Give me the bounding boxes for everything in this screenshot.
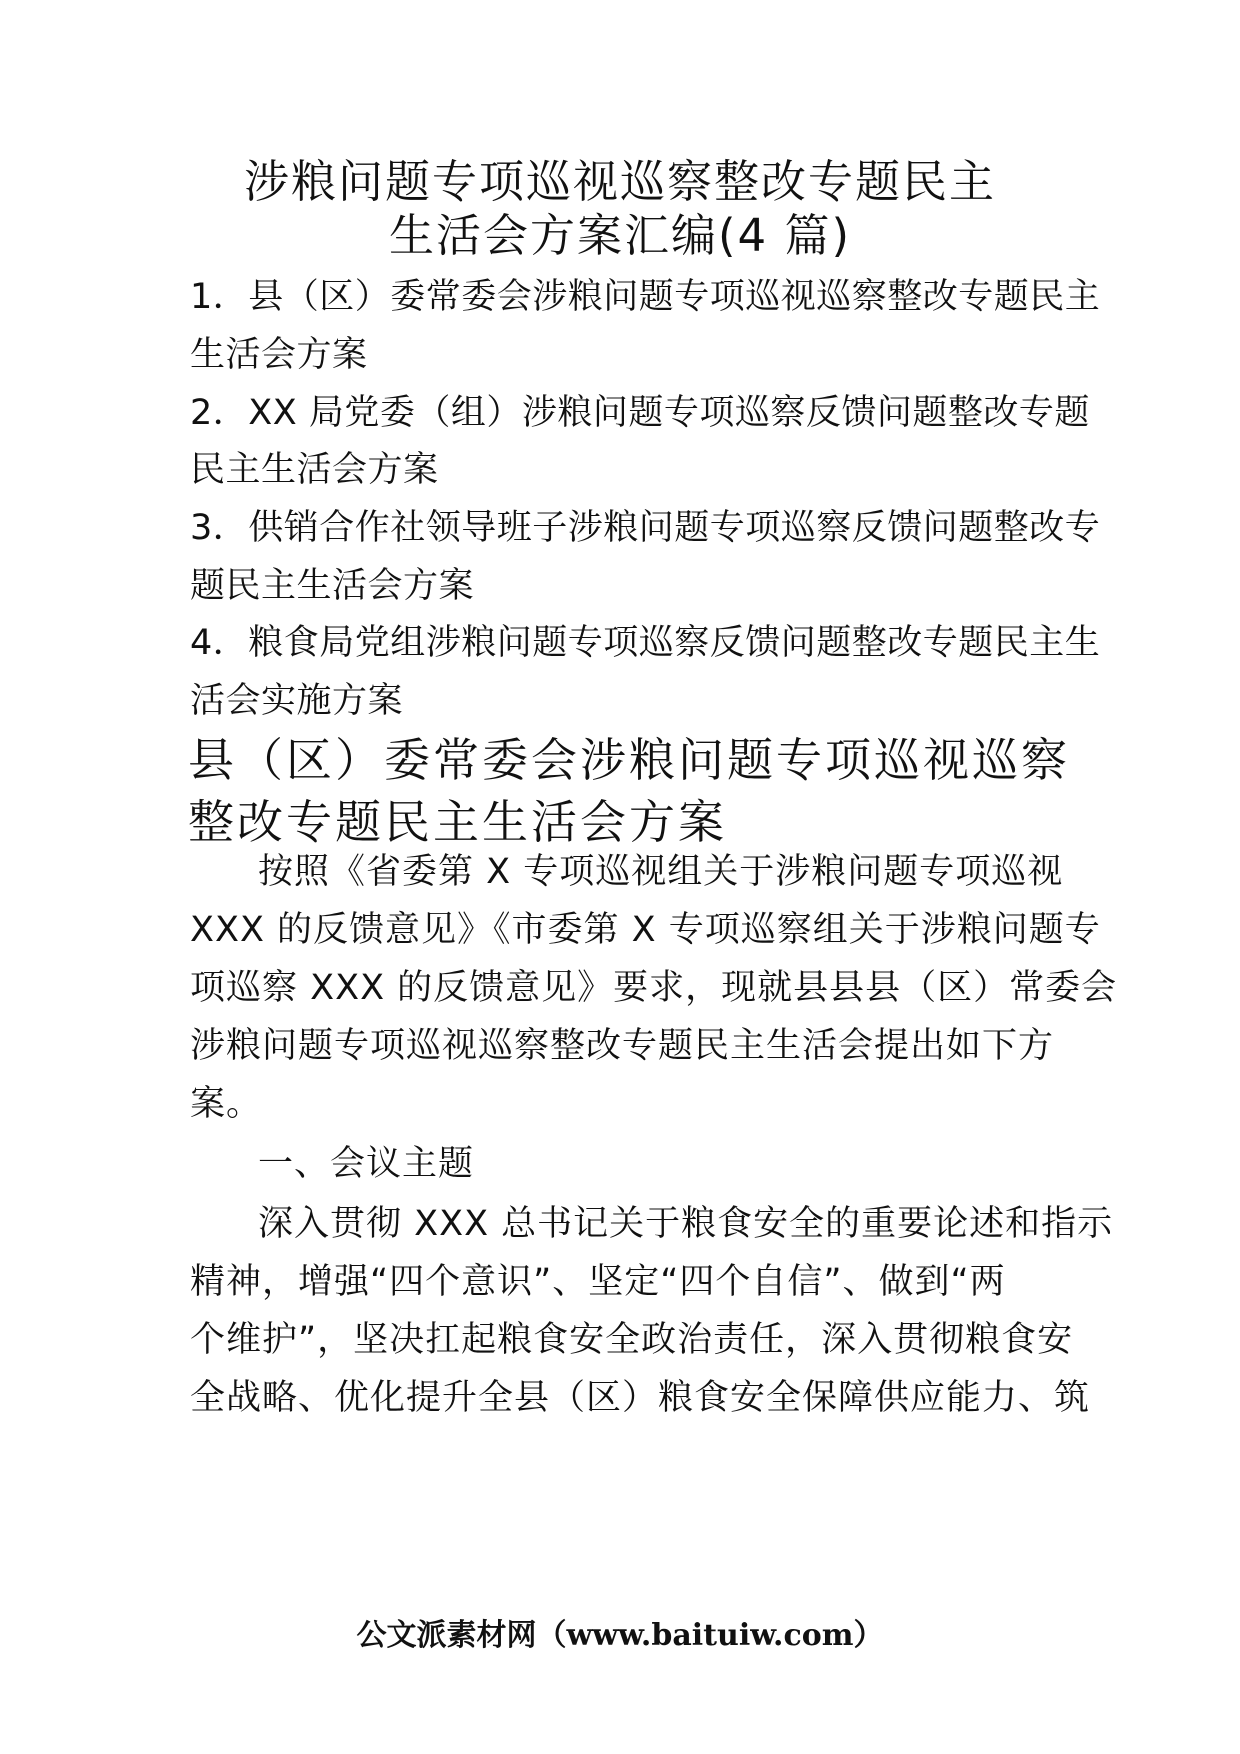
paragraph-line: 按照《省委第 X 专项巡视组关于涉粮问题专项巡视	[258, 852, 1064, 892]
paragraph-line: XXX 的反馈意见》《市委第 X 专项巡察组关于涉粮问题专	[190, 910, 1101, 950]
document-title-line-1: 涉粮问题专项巡视巡察整改专题民主	[243, 155, 996, 208]
paragraph-line: 涉粮问题专项巡视巡察整改专题民主生活会提出如下方	[190, 1026, 1055, 1066]
paragraph-line: 深入贯彻 XXX 总书记关于粮食安全的重要论述和指示	[258, 1204, 1114, 1244]
toc-item-1-line-1: 1．县（区）委常委会涉粮问题专项巡视巡察整改专题民主	[190, 277, 1101, 317]
section-title-line-2: 整改专题民主生活会方案	[188, 795, 727, 849]
paragraph-line: 全战略、优化提升全县（区）粮食安全保障供应能力、筑	[190, 1378, 1091, 1418]
document-title-line-2: 生活会方案汇编(4 篇)	[388, 209, 852, 262]
paragraph-line: 精神，增强“四个意识”、坚定“四个自信”、做到“两	[190, 1262, 1006, 1302]
paragraph-line: 项巡察 XXX 的反馈意见》要求，现就县县县（区）常委会	[190, 968, 1118, 1008]
paragraph-line: 案。	[190, 1084, 263, 1124]
toc-item-1-line-2: 生活会方案	[190, 335, 368, 375]
paragraph-line: 个维护”，坚决扛起粮食安全政治责任，深入贯彻粮食安	[190, 1320, 1074, 1360]
footer-source: 公文派素材网（www.baituiw.com）	[356, 1618, 884, 1653]
toc-item-3-line-2: 题民主生活会方案	[190, 566, 475, 606]
toc-item-4-line-2: 活会实施方案	[190, 681, 404, 721]
toc-item-2-line-1: 2．XX 局党委（组）涉粮问题专项巡察反馈问题整改专题	[190, 393, 1090, 433]
heading-meeting-theme: 一、会议主题	[258, 1144, 475, 1184]
toc-item-3-line-1: 3．供销合作社领导班子涉粮问题专项巡察反馈问题整改专	[190, 508, 1101, 548]
toc-item-4-line-1: 4．粮食局党组涉粮问题专项巡察反馈问题整改专题民主生	[190, 623, 1101, 663]
toc-item-2-line-2: 民主生活会方案	[190, 450, 439, 490]
section-title-line-1: 县（区）委常委会涉粮问题专项巡视巡察	[188, 733, 1070, 787]
